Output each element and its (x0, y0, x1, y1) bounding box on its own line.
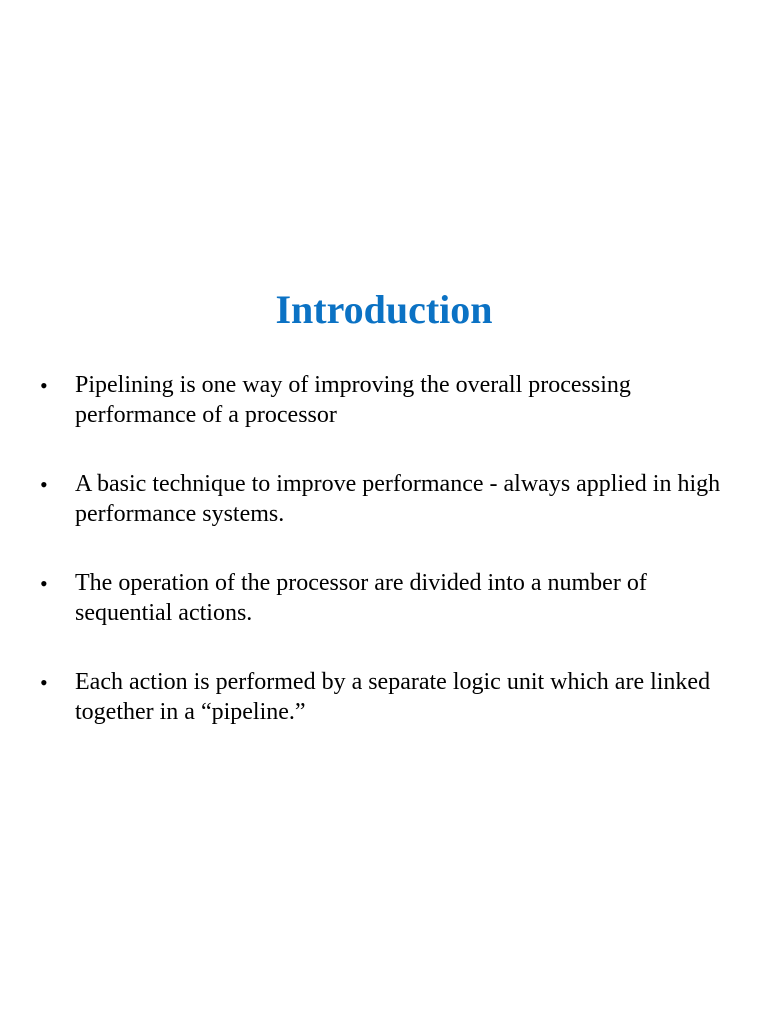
bullet-item-1 (40, 371, 730, 430)
bullet-icon: • (40, 571, 48, 596)
bullet-text: Pipelining is one way of improving the overall processing performance of a processor (75, 372, 631, 428)
slide-title: Introduction (275, 287, 493, 332)
bullet-icon: • (40, 373, 48, 398)
bullet-icon: • (40, 670, 48, 695)
bullet-item-3 (40, 569, 730, 628)
bullet-item-2 (40, 470, 730, 529)
bullet-text: Each action is performed by a separate logic unit which are linked together in a “pipeline.” (75, 669, 711, 725)
bullet-list (40, 371, 730, 767)
bullet-icon: • (40, 472, 48, 497)
bullet-text: A basic technique to improve performance - always applied in high performance systems. (75, 471, 721, 527)
bullet-text: The operation of the processor are divided into a number of sequential actions. (75, 570, 647, 626)
bullet-item-4 (40, 668, 730, 727)
